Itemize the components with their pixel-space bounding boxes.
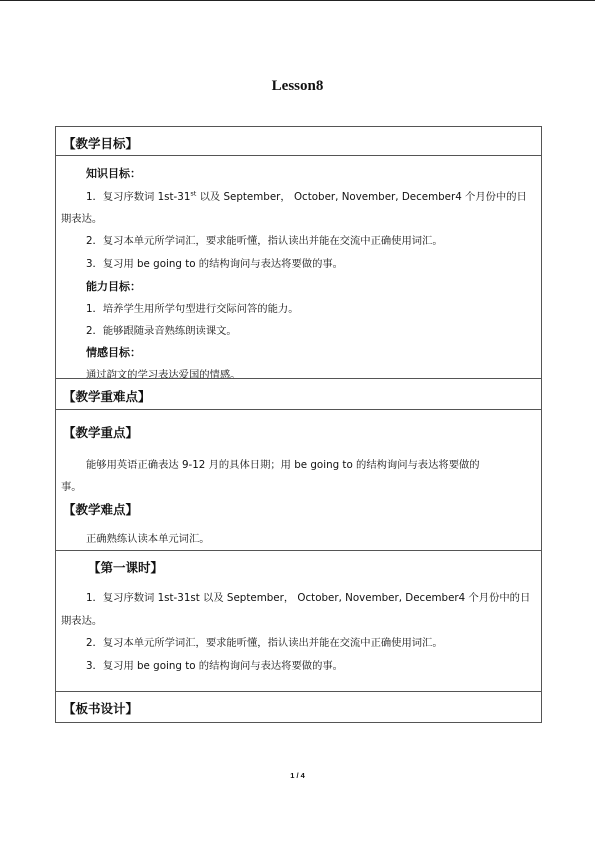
- knowledge-label: 知识目标：: [86, 167, 141, 180]
- top-rule: [0, 0, 595, 1]
- emotion-label: 情感目标：: [86, 346, 141, 359]
- page-number: 1 / 4: [290, 771, 305, 780]
- ability-item-1: 1．培养学生用所学句型进行交际问答的能力。: [86, 303, 299, 315]
- difficulty-header-cell: [55, 378, 542, 410]
- keypoints-heading: 【教学重点】: [63, 425, 139, 440]
- knowledge-item-3: 3．复习用 be going to 的结构询问与表达将要做的事。: [86, 258, 343, 270]
- keypoints-cell: [55, 409, 542, 551]
- knowledge-item-1-cont: 期表达。: [61, 213, 103, 225]
- ability-label: 能力目标：: [86, 280, 141, 293]
- objectives-heading: 【教学目标】: [63, 136, 139, 151]
- lesson1-heading: 【第一课时】: [88, 560, 164, 575]
- lesson1-cell: [55, 550, 542, 692]
- board-heading: 【板书设计】: [63, 701, 139, 716]
- lesson1-item-1-cont: 期表达。: [61, 615, 103, 627]
- page-title: Lesson8: [271, 78, 324, 94]
- board-cell: [55, 691, 542, 723]
- knowledge-item-1: 1．复习序数词 1st-31st 以及 September， October, November, December4 个月份中的日: [86, 189, 527, 203]
- ability-item-2: 2．能够跟随录音熟练朗读课文。: [86, 325, 237, 337]
- lesson1-item-2: 2．复习本单元所学词汇，要求能听懂，指认读出并能在交流中正确使用词汇。: [86, 637, 443, 649]
- knowledge-item-2: 2．复习本单元所学词汇，要求能听懂，指认读出并能在交流中正确使用词汇。: [86, 235, 443, 247]
- lesson1-item-3: 3．复习用 be going to 的结构询问与表达将要做的事。: [86, 660, 343, 672]
- difficult-text: 正确熟练认读本单元词汇。: [86, 533, 210, 545]
- keypoints-text: 能够用英语正确表达 9-12 月的具体日期；用 be going to 的结构询问与表达将要做的: [86, 459, 480, 471]
- objectives-body-cell: [55, 155, 542, 379]
- difficulty-heading: 【教学重难点】: [63, 389, 151, 404]
- lesson1-item-1: 1．复习序数词 1st-31st 以及 September， October, November, December4 个月份中的日: [86, 592, 531, 604]
- emotion-item-1: 通过韵文的学习表达爱国的情感。: [86, 369, 241, 381]
- keypoints-text-cont: 事。: [61, 481, 82, 493]
- objectives-header-cell: [55, 126, 542, 156]
- difficult-heading: 【教学难点】: [63, 502, 139, 517]
